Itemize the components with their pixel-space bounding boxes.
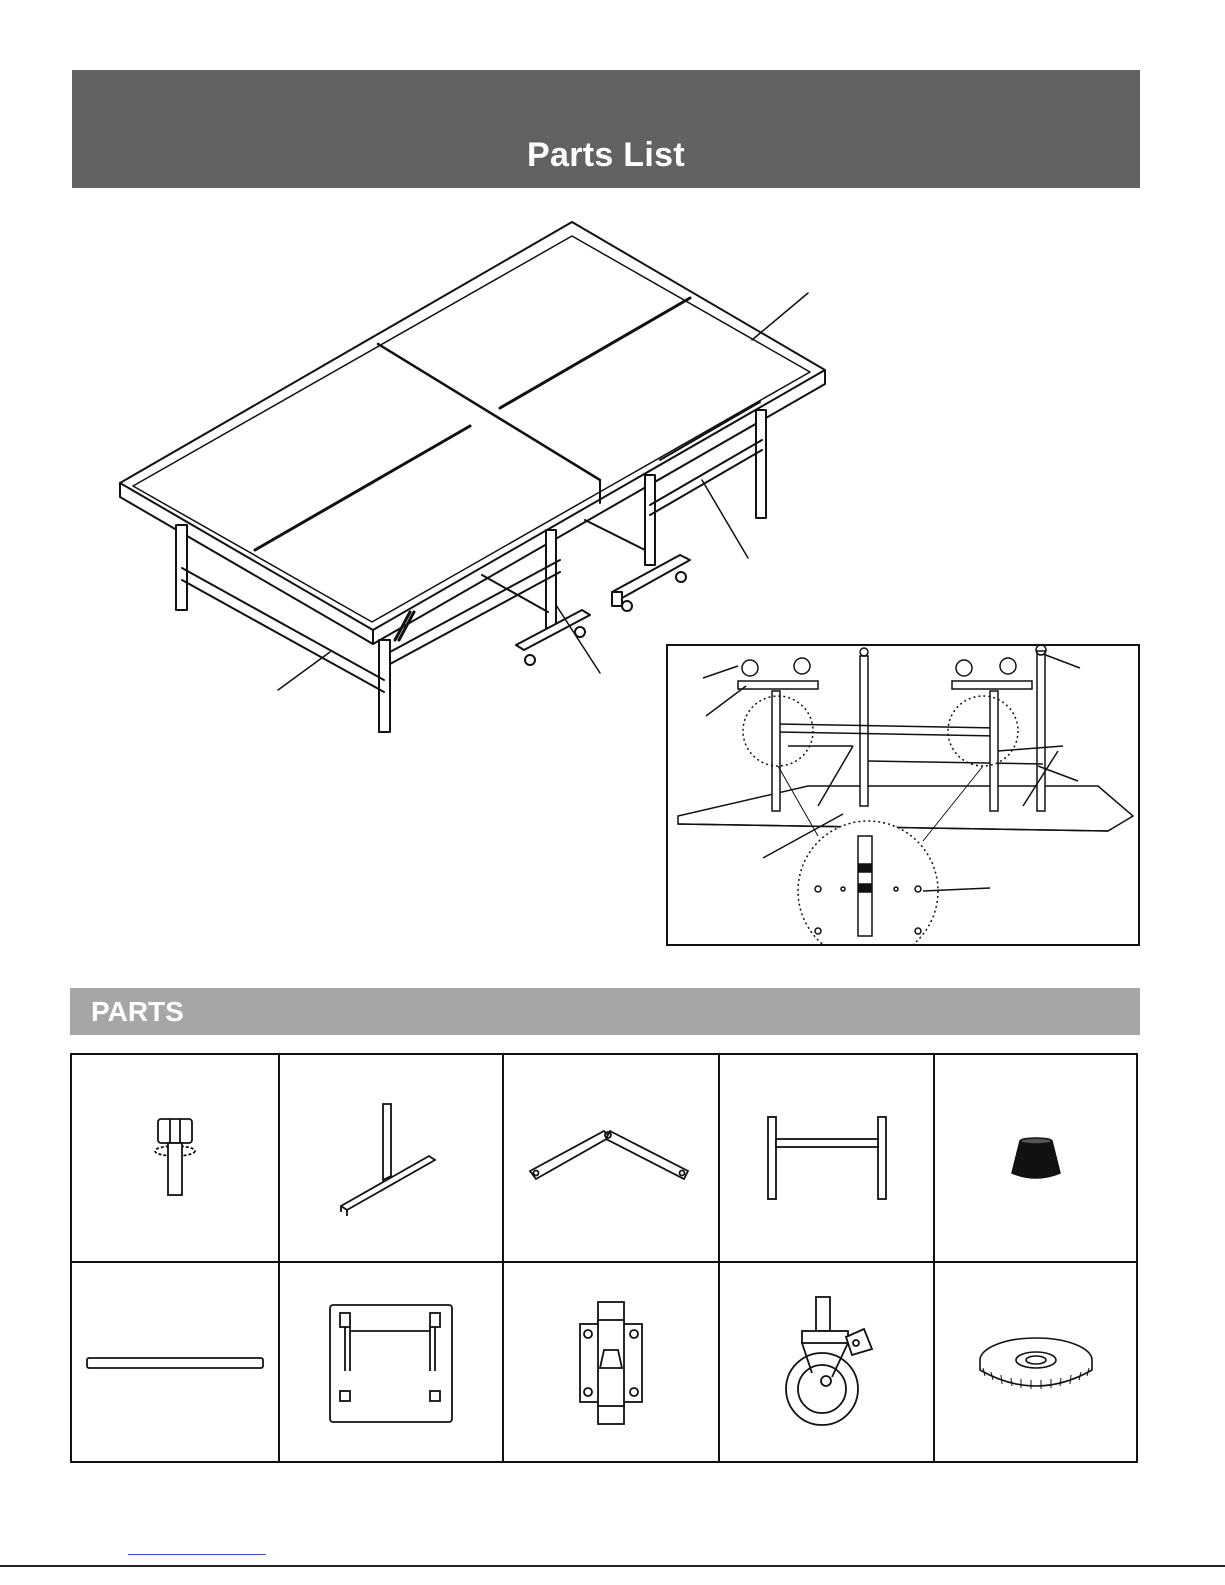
parts-section-band — [70, 988, 1140, 1035]
mounting-bracket-plate-icon — [326, 1301, 456, 1426]
part-cell — [72, 1055, 278, 1261]
part-cell — [280, 1055, 502, 1261]
part-cell — [504, 1055, 718, 1261]
latch-lock-icon — [576, 1298, 646, 1428]
part-cell — [935, 1263, 1136, 1463]
wing-screw-icon — [145, 1113, 205, 1203]
t-leg-frame-icon — [331, 1098, 451, 1218]
page-title: Parts List — [527, 136, 685, 174]
footer-rule — [0, 1565, 1225, 1567]
header-band — [72, 70, 1140, 188]
inset-detail-view — [666, 644, 1140, 946]
part-cell — [720, 1055, 933, 1261]
leg-cap-icon — [1006, 1133, 1066, 1183]
leveling-foot-icon — [971, 1328, 1101, 1398]
parts-section-label: PARTS — [91, 996, 184, 1027]
part-cell — [280, 1263, 502, 1463]
part-cell — [935, 1055, 1136, 1261]
folding-brace-icon — [526, 1123, 696, 1193]
leg-frame-icon — [762, 1113, 892, 1203]
caster-wheel-icon — [772, 1293, 882, 1433]
part-cell — [720, 1263, 933, 1463]
footer-link-underline — [128, 1554, 266, 1555]
parts-grid — [70, 1053, 1138, 1463]
part-cell — [72, 1263, 278, 1463]
cross-bar-icon — [85, 1355, 265, 1371]
part-cell — [504, 1263, 718, 1463]
